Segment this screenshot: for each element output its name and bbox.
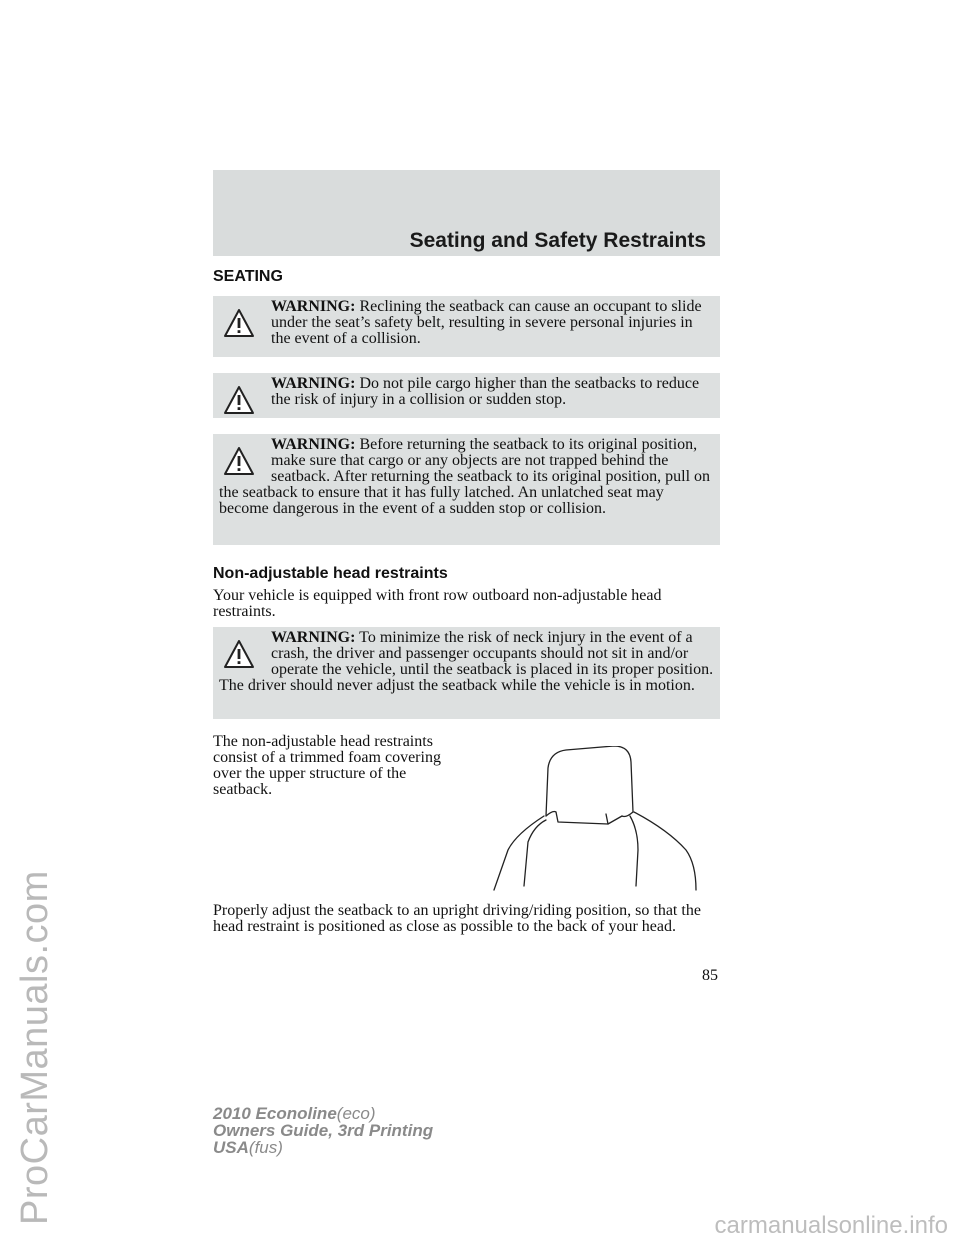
warning-box-neck-injury	[213, 627, 720, 719]
head-restraint-illustration	[490, 746, 700, 894]
section-title: Seating and Safety Restraints	[409, 229, 706, 252]
head-restraints-heading: Non-adjustable head restraints	[213, 565, 448, 582]
page-number: 85	[702, 967, 718, 984]
footer-printing: Owners Guide, 3rd Printing	[213, 1121, 434, 1140]
warning-triangle-icon	[223, 639, 255, 669]
footer-model: 2010 Econoline	[213, 1104, 337, 1123]
warning-label: WARNING:	[271, 375, 356, 392]
warning-box-returning-seatback	[213, 434, 720, 545]
footer-model-code: (eco)	[336, 1104, 376, 1123]
footer-region-code: (fus)	[248, 1138, 283, 1157]
side-watermark: ProCarManuals.com	[14, 870, 56, 1225]
warning-triangle-icon	[223, 308, 255, 338]
warning-box-cargo	[213, 373, 720, 418]
warning-text: Reclining the seatback can cause an occupant to slide under the seat’s safety belt, resulting in severe personal injuries in the event of a collision.	[271, 298, 702, 347]
warning-text: To minimize the risk of neck injury in the event of a crash, the driver and passenger occupants should not sit in and/or operate the vehicle, until the seatback is placed in its proper position. The driver should never adjust the seatback while the vehicle is in motion.	[219, 629, 714, 694]
warning-label: WARNING:	[271, 298, 356, 315]
footer-region: USA	[213, 1138, 249, 1157]
warning-triangle-icon	[223, 385, 255, 415]
adjust-paragraph: Properly adjust the seatback to an upright driving/riding position, so that the head restraint is positioned as close as possible to the back of your head.	[213, 902, 701, 935]
warning-box-recline	[213, 296, 720, 357]
warning-label: WARNING:	[271, 629, 356, 646]
section-header-band	[213, 170, 720, 256]
equipped-paragraph: Your vehicle is equipped with front row outboard non-adjustable head restraints.	[213, 587, 662, 620]
footer-info	[213, 1105, 433, 1156]
seating-heading: SEATING	[213, 268, 283, 285]
warning-text: Do not pile cargo higher than the seatbacks to reduce the risk of injury in a collision or sudden stop.	[271, 375, 700, 408]
warning-label: WARNING:	[271, 436, 356, 453]
warning-triangle-icon	[223, 446, 255, 476]
bottom-watermark: carmanualsonline.info	[714, 1212, 948, 1239]
foam-paragraph: The non-adjustable head restraints consist of a trimmed foam covering over the upper structure of the seatback.	[213, 733, 441, 798]
warning-text: Before returning the seatback to its original position, make sure that cargo or any objects are not trapped behind the seatback. After returning the seatback to its original position, pull on the seatback to ensure that it has fully latched. An unlatched seat may become dangerous in the event of a sudden stop or collision.	[219, 436, 711, 517]
